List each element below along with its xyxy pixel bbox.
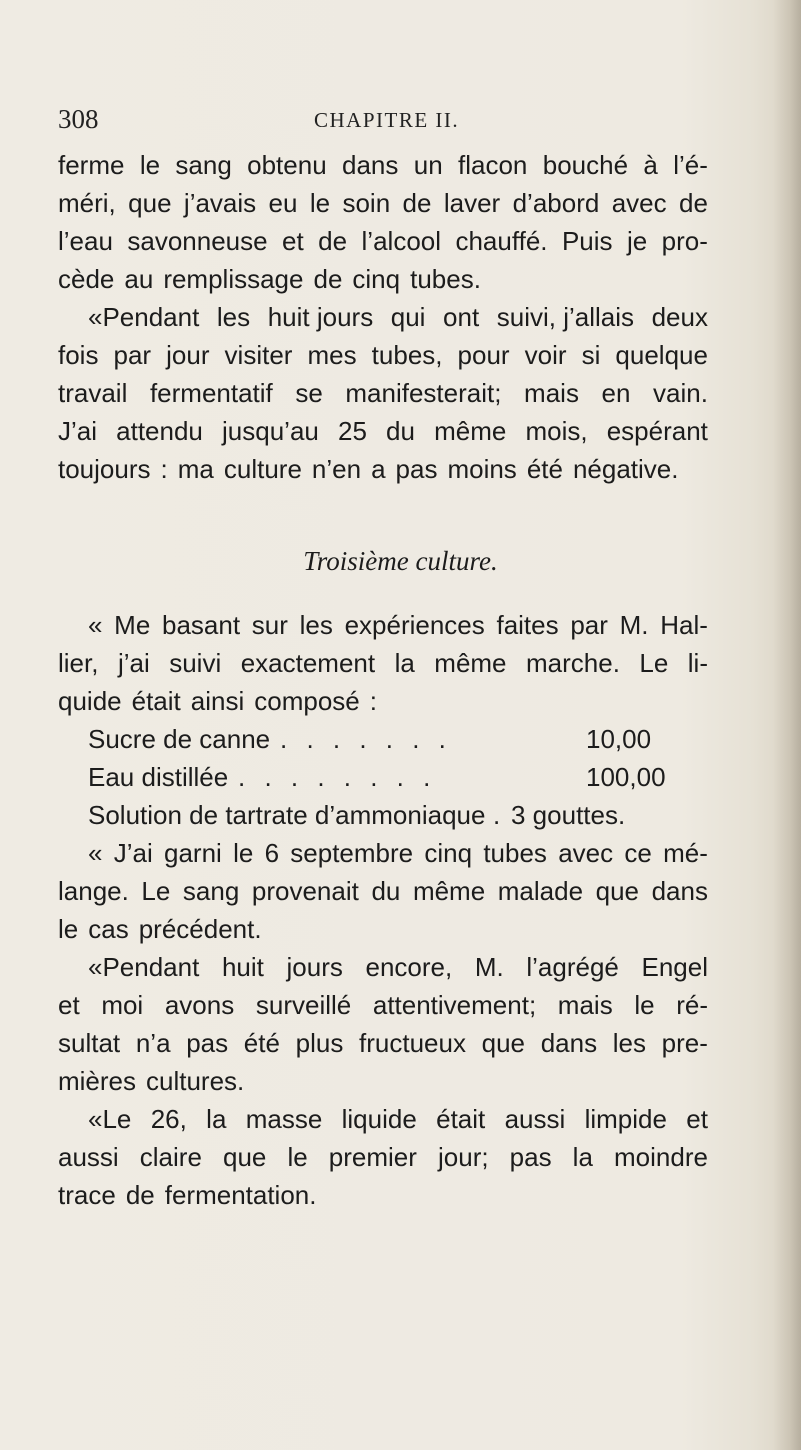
word: sultat (58, 1028, 121, 1058)
word: basant (162, 610, 241, 640)
text-line (58, 1138, 708, 1176)
word: sang (182, 876, 240, 906)
word: « (88, 610, 103, 640)
word: méri, (58, 188, 116, 218)
word: voir (524, 340, 567, 370)
word: qui (390, 302, 426, 332)
word: jour (166, 340, 210, 370)
word: en (601, 378, 631, 408)
word: suivi (169, 648, 222, 678)
word: la (394, 648, 415, 678)
word: «Pendant (88, 302, 200, 332)
word: j’ai (117, 648, 150, 678)
word: même (412, 876, 486, 906)
text-line (58, 450, 708, 488)
word: moindre (614, 1142, 708, 1172)
word: toujours (58, 454, 151, 484)
word: la (572, 1142, 593, 1172)
word: laver (443, 188, 501, 218)
word: était (131, 686, 181, 716)
word: que (128, 188, 172, 218)
word: marche. (526, 648, 620, 678)
recipe-row (58, 796, 708, 834)
word: mais (524, 378, 579, 408)
word: et (686, 1104, 708, 1134)
text-line (58, 1024, 708, 1062)
word: pre- (661, 1028, 708, 1058)
word: bouché (542, 150, 629, 180)
word: encore, (365, 952, 453, 982)
word: ma (177, 454, 214, 484)
word: travail (58, 378, 128, 408)
word: de (678, 188, 708, 218)
recipe-ingredient: Solution de tartrate d’ammoniaque (88, 800, 486, 830)
word: si (581, 340, 601, 370)
text-line (58, 336, 708, 374)
word: que (223, 1142, 267, 1172)
text-line (58, 412, 708, 450)
word: j’avais (183, 188, 257, 218)
word: fermentation. (164, 1180, 317, 1210)
word: fructueux (359, 1028, 466, 1058)
word: manifesterait; (345, 378, 502, 408)
word: Le (141, 876, 171, 906)
word: cas (88, 914, 129, 944)
word: composé (254, 686, 360, 716)
word: du (386, 416, 415, 446)
word: été (243, 1028, 280, 1058)
text-line (58, 1100, 708, 1138)
paragraph-block-2 (58, 606, 708, 720)
word: espérant (606, 416, 708, 446)
text-line (58, 644, 708, 682)
word: avons (164, 990, 235, 1020)
word: ferme (58, 150, 125, 180)
word: faites (496, 610, 559, 640)
word: pas (186, 1028, 229, 1058)
word: même (434, 648, 507, 678)
recipe-row (58, 720, 708, 758)
word: pro- (661, 226, 708, 256)
word: J’ai (113, 838, 153, 868)
word: de (318, 226, 348, 256)
word: dans (651, 876, 708, 906)
word: sang (175, 150, 232, 180)
recipe-quantity: 100,00 (586, 762, 666, 792)
word: que (595, 876, 640, 906)
word: Hal- (660, 610, 708, 640)
word: Le (639, 648, 669, 678)
word: pour (457, 340, 510, 370)
page-number: 308 (58, 104, 99, 134)
word: huit (221, 952, 264, 982)
word: par (570, 610, 608, 640)
word: limpide (584, 1104, 667, 1134)
text-line (58, 682, 708, 720)
word: mières (58, 1066, 137, 1096)
word: quide (58, 686, 122, 716)
word: soin (342, 188, 391, 218)
word: l’é- (673, 150, 708, 180)
word: mois, (525, 416, 588, 446)
word: garni (163, 838, 222, 868)
word: chauffé. (455, 226, 548, 256)
word: eu (268, 188, 298, 218)
word: sur (251, 610, 288, 640)
word: quelque (615, 340, 708, 370)
text-line (58, 184, 708, 222)
word: visiter (224, 340, 293, 370)
word: : (160, 454, 168, 484)
text-line (58, 260, 708, 298)
word: le (309, 188, 331, 218)
word: l’alcool (361, 226, 442, 256)
leader-dots: . . . . . . . (280, 724, 452, 754)
word: «Pendant (88, 952, 200, 982)
text-line (58, 834, 708, 872)
word: lier, (58, 648, 99, 678)
word: tubes, (371, 340, 443, 370)
word: septembre (290, 838, 414, 868)
word: culture (223, 454, 302, 484)
word: le (58, 914, 79, 944)
recipe-ingredient: Eau distillée (88, 762, 229, 792)
word: masse (245, 1104, 323, 1134)
word: aussi (58, 1142, 119, 1172)
word: malade (497, 876, 584, 906)
word: mais (557, 990, 613, 1020)
word: moins (447, 454, 517, 484)
recipe-row (58, 758, 708, 796)
word: J’ai (58, 416, 98, 446)
word: négative. (572, 454, 679, 484)
page-header (58, 104, 708, 140)
word: Puis (561, 226, 613, 256)
word: se (295, 378, 323, 408)
word: « (88, 838, 103, 868)
word: cède (58, 264, 115, 294)
word: la (206, 1104, 227, 1134)
word: : (369, 686, 377, 716)
paragraph-block-1 (58, 146, 708, 488)
word: lange. (58, 876, 129, 906)
word: le (287, 1142, 308, 1172)
word: que (481, 1028, 526, 1058)
word: mes (307, 340, 357, 370)
word: a (371, 454, 386, 484)
leader-dots: . (493, 800, 507, 830)
text-line (58, 606, 708, 644)
page-edge-shadow (773, 0, 801, 1450)
word: premier (328, 1142, 417, 1172)
word: de (125, 1180, 155, 1210)
word: du (371, 876, 401, 906)
word: vain. (653, 378, 708, 408)
text-line (58, 374, 708, 412)
word: trace (58, 1180, 116, 1210)
text-line (58, 298, 708, 336)
word: 25 (338, 416, 367, 446)
text-line (58, 1062, 708, 1100)
word: à (643, 150, 658, 180)
word: jour; (438, 1142, 489, 1172)
word: ce (624, 838, 652, 868)
word: surveillé (255, 990, 352, 1020)
word: attentivement; (372, 990, 537, 1020)
word: de (402, 188, 432, 218)
word: liquide (341, 1104, 417, 1134)
word: remplissage (163, 264, 304, 294)
word: précédent. (138, 914, 262, 944)
word: dans (540, 1028, 598, 1058)
word: été (526, 454, 563, 484)
word: avec (558, 838, 614, 868)
word: un (413, 150, 443, 180)
word: 26, (150, 1104, 187, 1134)
word: n’en (311, 454, 362, 484)
word: fermentatif (149, 378, 273, 408)
word: n’a (135, 1028, 171, 1058)
word: tubes (483, 838, 547, 868)
word: cinq (352, 264, 401, 294)
word: au (124, 264, 154, 294)
word: ont (443, 302, 480, 332)
word: avec (611, 188, 667, 218)
recipe-quantity: 3 gouttes. (511, 800, 626, 830)
word: suivi, j’allais (496, 302, 635, 332)
word: M. (619, 610, 649, 640)
word: et (282, 226, 304, 256)
word: les (216, 302, 251, 332)
word: le (139, 150, 161, 180)
text-line (58, 948, 708, 986)
word: expériences (344, 610, 485, 640)
word: le (233, 838, 254, 868)
word: les (612, 1028, 646, 1058)
word: même (434, 416, 507, 446)
word: et (58, 990, 80, 1020)
word: provenait (251, 876, 359, 906)
recipe-quantity: 10,00 (586, 724, 652, 754)
word: ainsi (190, 686, 245, 716)
text-line (58, 872, 708, 910)
text-line (58, 910, 708, 948)
word: cultures. (146, 1066, 245, 1096)
text-line (58, 222, 708, 260)
word: exactement (240, 648, 376, 678)
paragraph-block-3 (58, 834, 708, 1214)
word: li- (687, 648, 708, 678)
word: le (634, 990, 655, 1020)
word: plus (295, 1028, 344, 1058)
word: de (313, 264, 343, 294)
word: obtenu (247, 150, 327, 180)
word: flacon (458, 150, 528, 180)
word: par (113, 340, 152, 370)
word: jusqu’au (222, 416, 319, 446)
word: savonneuse (127, 226, 268, 256)
word: je (626, 226, 648, 256)
word: claire (139, 1142, 202, 1172)
word: «Le (88, 1104, 132, 1134)
word: tubes. (410, 264, 481, 294)
word: d’abord (512, 188, 600, 218)
word: attendu (116, 416, 203, 446)
word: était (436, 1104, 486, 1134)
leader-dots: . . . . . . . . (238, 762, 437, 792)
text-line (58, 1176, 708, 1214)
word: l’eau (58, 226, 113, 256)
section-title: Troisième culture. (303, 546, 498, 576)
word: pas (395, 454, 438, 484)
text-line (58, 146, 708, 184)
text-line (58, 986, 708, 1024)
word: deux (651, 302, 708, 332)
word: ré- (676, 990, 708, 1020)
word: M. (474, 952, 504, 982)
word: dans (342, 150, 399, 180)
word: Engel (641, 952, 708, 982)
recipe-table (58, 720, 708, 834)
word: fois (58, 340, 99, 370)
word: jours (286, 952, 343, 982)
word: aussi (504, 1104, 566, 1134)
word: Me (114, 610, 151, 640)
word: moi (101, 990, 144, 1020)
word: les (299, 610, 333, 640)
word: pas (509, 1142, 552, 1172)
word: mé- (663, 838, 708, 868)
word: 6 (264, 838, 280, 868)
recipe-ingredient: Sucre de canne (88, 724, 271, 754)
word: cinq (424, 838, 473, 868)
word: l’agrégé (526, 952, 619, 982)
word: huit jours (267, 302, 374, 332)
running-head: CHAPITRE II. (314, 108, 460, 132)
